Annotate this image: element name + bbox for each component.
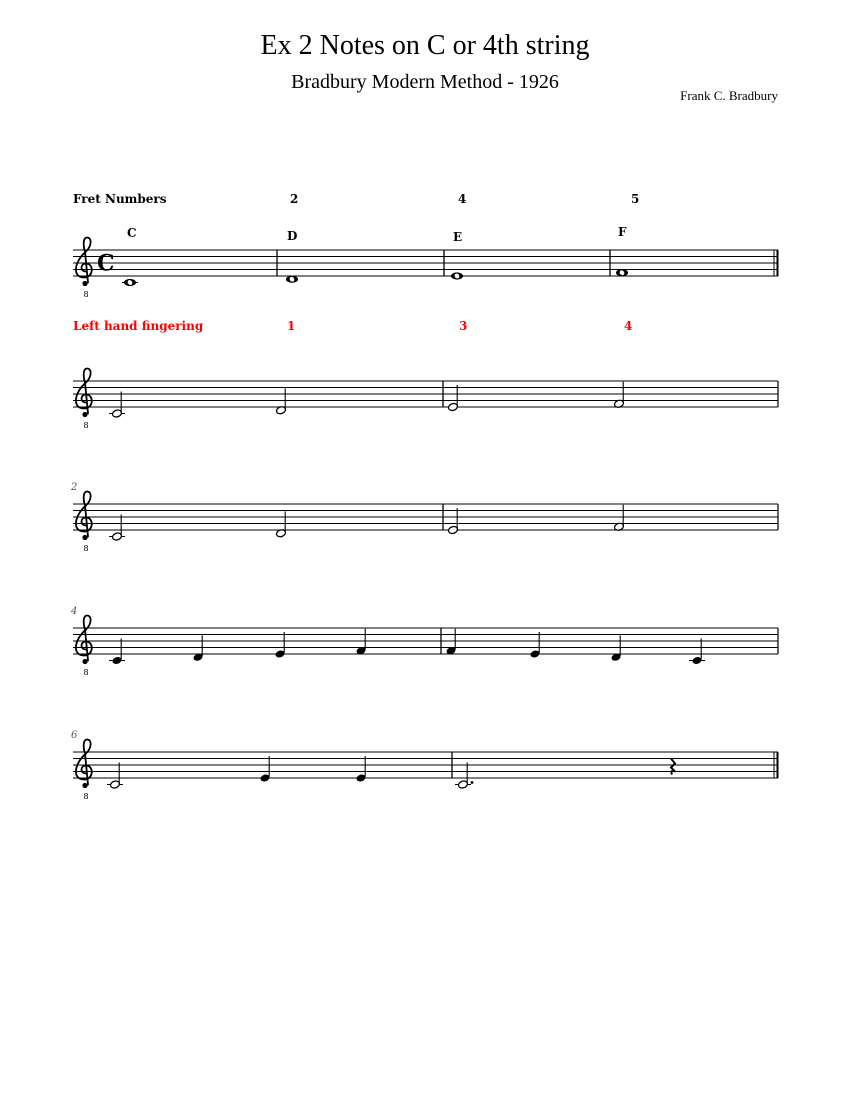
note-quarter — [530, 632, 541, 659]
note-whole — [451, 272, 463, 279]
note-half — [107, 763, 123, 790]
note-dotted-half — [455, 763, 473, 790]
clef-dot — [82, 535, 87, 540]
measure-number: 4 — [71, 606, 78, 617]
fingering-number: 1 — [287, 319, 296, 333]
clef-octave-8: 8 — [83, 792, 89, 801]
note-quarter — [356, 756, 367, 783]
note-half — [276, 511, 287, 538]
fret-number: 2 — [290, 192, 299, 206]
staff-system — [73, 369, 778, 431]
measure-number: 2 — [71, 482, 78, 493]
note-half — [448, 508, 459, 535]
clef-dot — [82, 412, 87, 417]
note-half — [614, 505, 625, 532]
fingering-label: Left hand fingering — [73, 319, 204, 333]
fingering-number: 4 — [624, 319, 633, 333]
note-name: C — [127, 226, 137, 240]
note-quarter — [356, 629, 367, 656]
clef-octave-8: 8 — [83, 668, 89, 677]
fret-number: 5 — [631, 192, 640, 206]
staff-system — [73, 238, 778, 300]
note-quarter — [109, 639, 125, 666]
score-subtitle: Bradbury Modern Method - 1926 — [291, 71, 559, 93]
staff-system — [73, 740, 778, 802]
fret-number: 4 — [458, 192, 467, 206]
clef-dot — [82, 783, 87, 788]
clef-octave-8: 8 — [83, 290, 89, 299]
clef-octave-8: 8 — [83, 421, 89, 430]
note-quarter — [275, 632, 286, 659]
staff-system — [73, 616, 778, 678]
note-half — [276, 388, 287, 415]
note-name: D — [287, 229, 298, 243]
note-quarter — [611, 635, 622, 662]
note-whole — [616, 269, 628, 276]
quarter-rest — [671, 759, 675, 775]
note-quarter — [446, 629, 457, 656]
augmentation-dot — [471, 781, 474, 784]
fret-numbers-label: Fret Numbers — [73, 192, 167, 206]
time-signature-common: C — [97, 250, 115, 277]
note-half — [448, 385, 459, 412]
note-half — [614, 382, 625, 409]
staff-system — [73, 492, 778, 554]
note-quarter — [260, 756, 271, 783]
fingering-number: 3 — [459, 319, 468, 333]
note-half — [109, 515, 125, 542]
clef-octave-8: 8 — [83, 544, 89, 553]
clef-dot — [82, 659, 87, 664]
note-name: E — [453, 230, 463, 244]
note-quarter — [193, 635, 204, 662]
score-title: Ex 2 Notes on C or 4th string — [260, 30, 590, 61]
note-whole — [122, 279, 138, 286]
note-quarter — [689, 639, 705, 666]
measure-number: 6 — [71, 730, 78, 741]
note-half — [109, 392, 125, 419]
note-whole — [286, 276, 298, 283]
composer: Frank C. Bradbury — [680, 88, 778, 103]
note-name: F — [618, 225, 627, 239]
clef-dot — [82, 281, 87, 286]
